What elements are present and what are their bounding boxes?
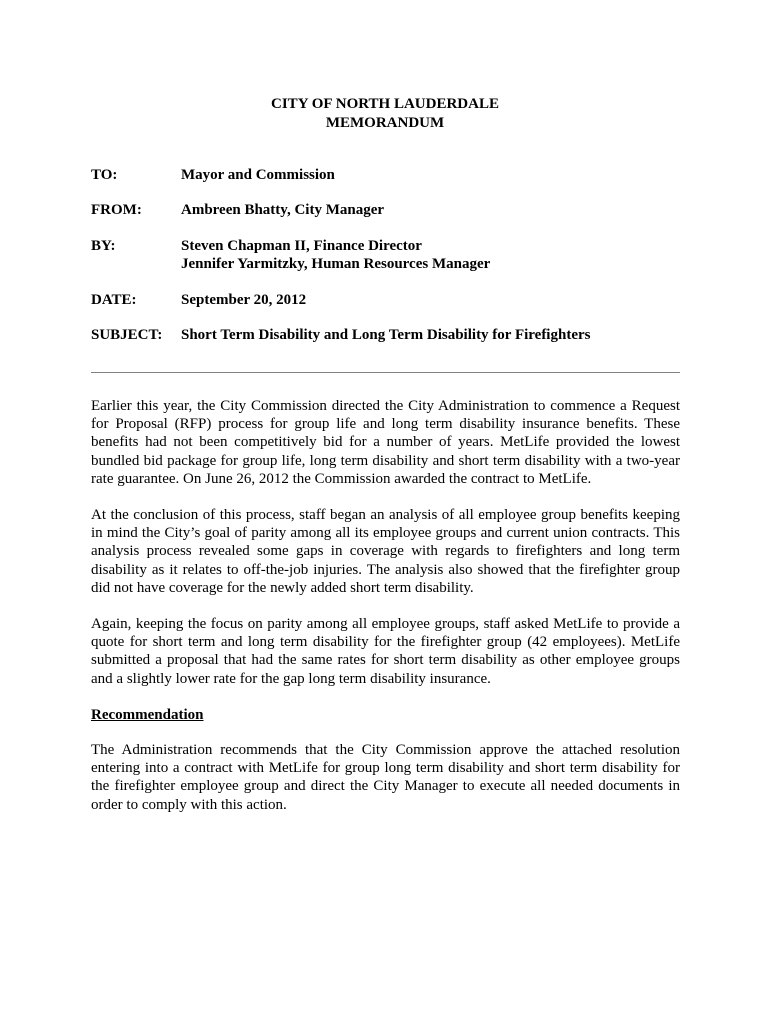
from-value: Ambreen Bhatty, City Manager [181, 202, 385, 218]
city-name: CITY OF NORTH LAUDERDALE [271, 96, 499, 112]
header-divider [91, 372, 680, 373]
by-row [91, 237, 691, 273]
paragraph-3: Again, keeping the focus on parity among all employee groups, staff asked MetLife to provide a quote for short term and long term disability for the firefighter group (42 employees). MetLife submitted a proposal that had the same rates for short term disability as other employee groups and a slightly lower rate for the gap long term disability insurance. [91, 616, 680, 687]
recommendation-heading: Recommendation [91, 706, 204, 723]
paragraph-2: At the conclusion of this process, staff began an analysis of all employee group benefits keeping in mind the City’s goal of parity among all its employee groups and current union contracts. This analysis process revealed some gaps in coverage with regards to firefighters and long term disability as it relates to off-the-job injuries. The analysis also showed that the firefighter group did not have coverage for the newly added short term disability. [91, 507, 680, 596]
by-label: BY: [91, 238, 116, 254]
from-row [91, 201, 691, 219]
to-label: TO: [91, 167, 118, 183]
paragraph-1: Earlier this year, the City Commission directed the City Administration to commence a Request for Proposal (RFP) process for group life and long term disability insurance benefits. These benefits had not been competitively bid for a number of years. MetLife provided the lowest bundled bid package for group life, long term disability and short term disability with a two-year rate guarantee. On June 26, 2012 the Commission awarded the contract to MetLife. [91, 398, 680, 487]
date-row [91, 291, 691, 309]
subject-label: SUBJECT: [91, 327, 163, 343]
document-type: MEMORANDUM [325, 115, 445, 131]
to-row [91, 166, 691, 184]
from-label: FROM: [91, 202, 142, 218]
date-value: September 20, 2012 [181, 292, 307, 308]
by-value-2: Jennifer Yarmitzky, Human Resources Manager [181, 256, 491, 272]
subject-row [91, 326, 691, 344]
by-value-1: Steven Chapman II, Finance Director [181, 238, 422, 254]
paragraph-4: The Administration recommends that the City Commission approve the attached resolution entering into a contract with MetLife for group long term disability and short term disability for the firefighter employee group and direct the City Manager to execute all needed documents in order to comply with this action. [91, 742, 680, 813]
memo-header [0, 95, 770, 133]
to-value: Mayor and Commission [181, 167, 335, 183]
memo-body [91, 397, 680, 832]
date-label: DATE: [91, 292, 137, 308]
subject-value: Short Term Disability and Long Term Disability for Firefighters [181, 327, 591, 343]
